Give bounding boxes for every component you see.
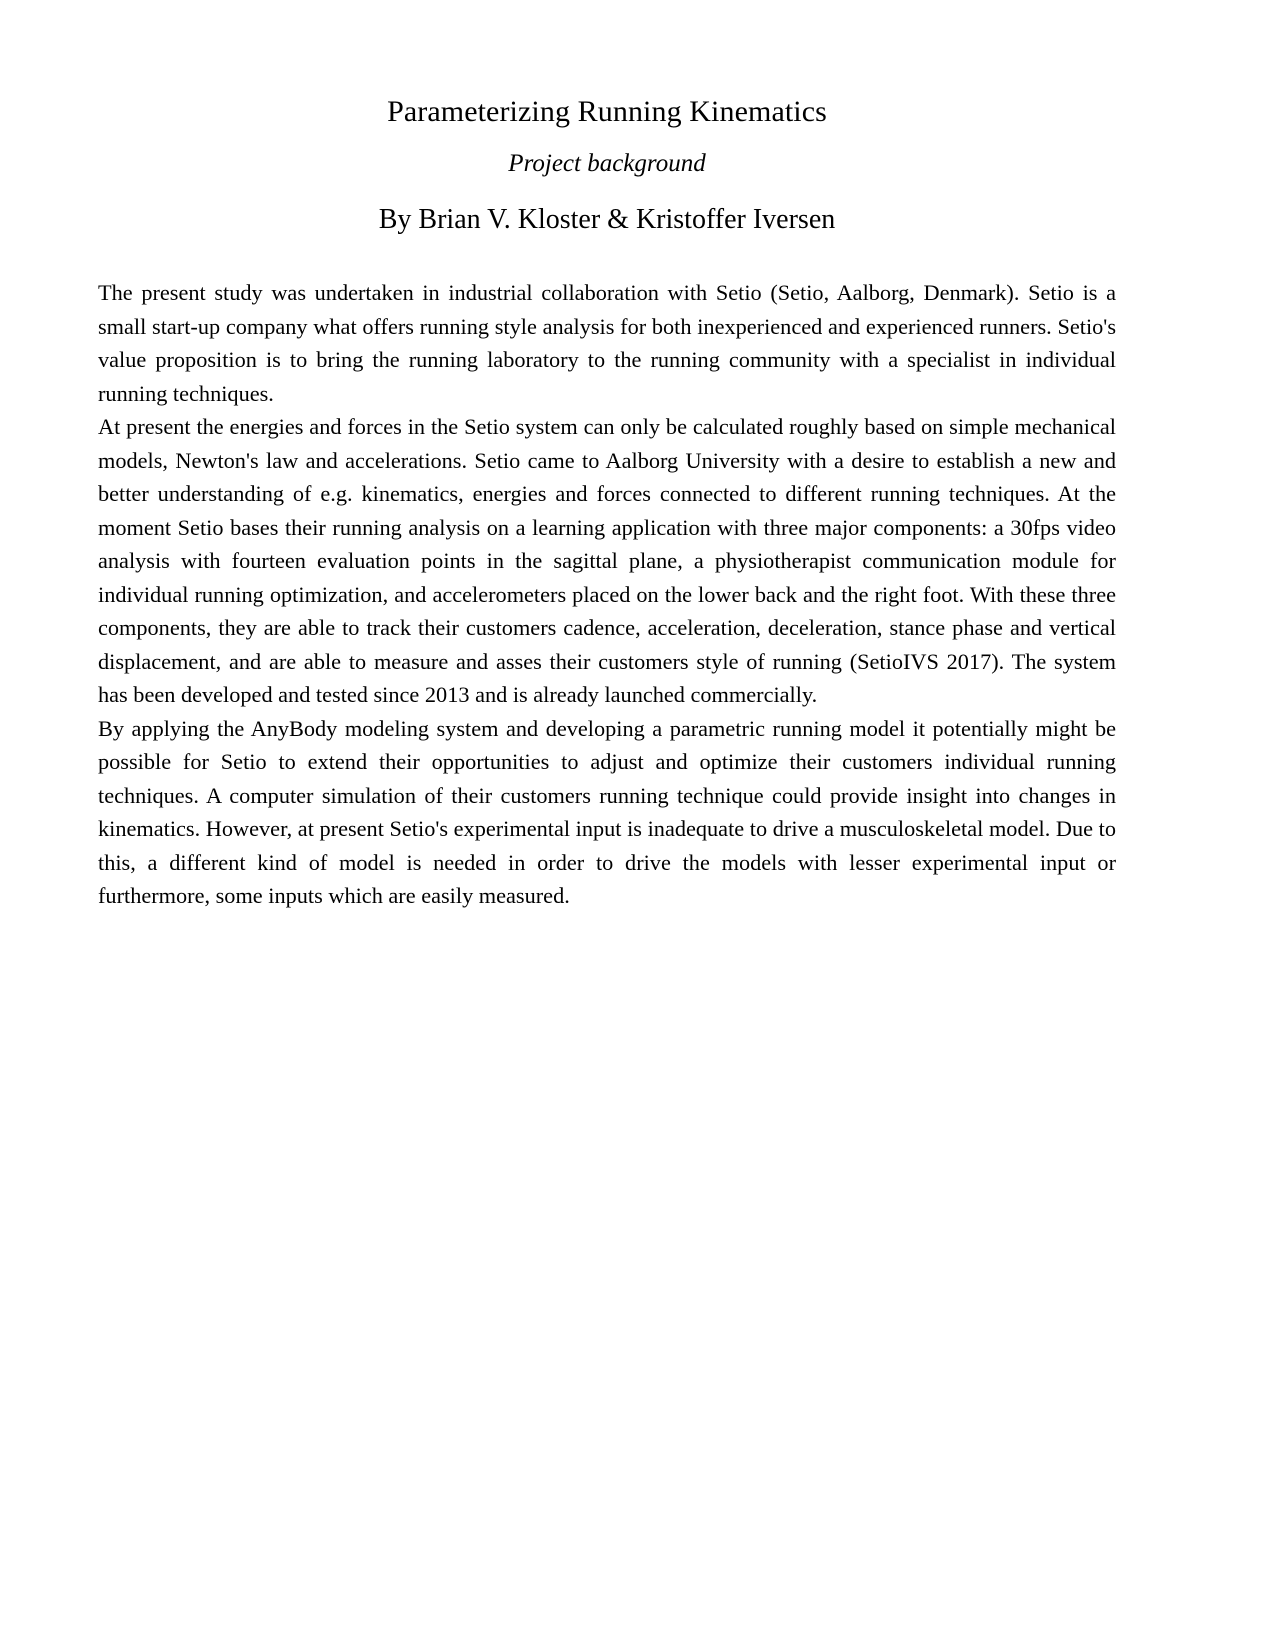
paragraph-2: At present the energies and forces in the Setio system can only be calculated roughly based on simple mechanical models, Newton's law and accelerations. Setio came to Aalborg University with a desire to establish a new and better understanding of e.g. kinematics, energies and forces connected to different running techniques. At the moment Setio bases their running analysis on a learning application with three major components: a 30fps video analysis with fourteen evaluation points in the sagittal plane, a physiotherapist communication module for individual running optimization, and accelerometers placed on the lower back and the right foot. With these three components, they are able to track their customers cadence, acceleration, deceleration, stance phase and vertical displacement, and are able to measure and asses their customers style of running (SetioIVS 2017). The system has been developed and tested since 2013 and is already launched commercially. bbox=[98, 414, 1116, 707]
document-content bbox=[98, 0, 1116, 913]
document-subtitle: Project background bbox=[508, 150, 706, 177]
document-authors: By Brian V. Kloster & Kristoffer Iversen bbox=[378, 204, 836, 235]
document-body bbox=[98, 276, 1116, 913]
page-title: Parameterizing Running Kinematics bbox=[387, 95, 827, 128]
paragraph-3: By applying the AnyBody modeling system and developing a parametric running model it potentially might be possible for Setio to extend their opportunities to adjust and optimize their customers individual running techniques. A computer simulation of their customers running technique could provide insight into changes in kinematics. However, at present Setio's experimental input is inadequate to drive a musculoskeletal model. Due to this, a different kind of model is needed in order to drive the models with lesser experimental input or furthermore, some inputs which are easily measured. bbox=[98, 715, 1116, 908]
paragraph-1: The present study was undertaken in industrial collaboration with Setio (Setio, Aalborg, Denmark). Setio is a small start-up company what offers running style analysis for both inexperienced and experienced runners. Setio's value proposition is to bring the running laboratory to the running community with a specialist in individual running techniques. bbox=[98, 280, 1116, 406]
